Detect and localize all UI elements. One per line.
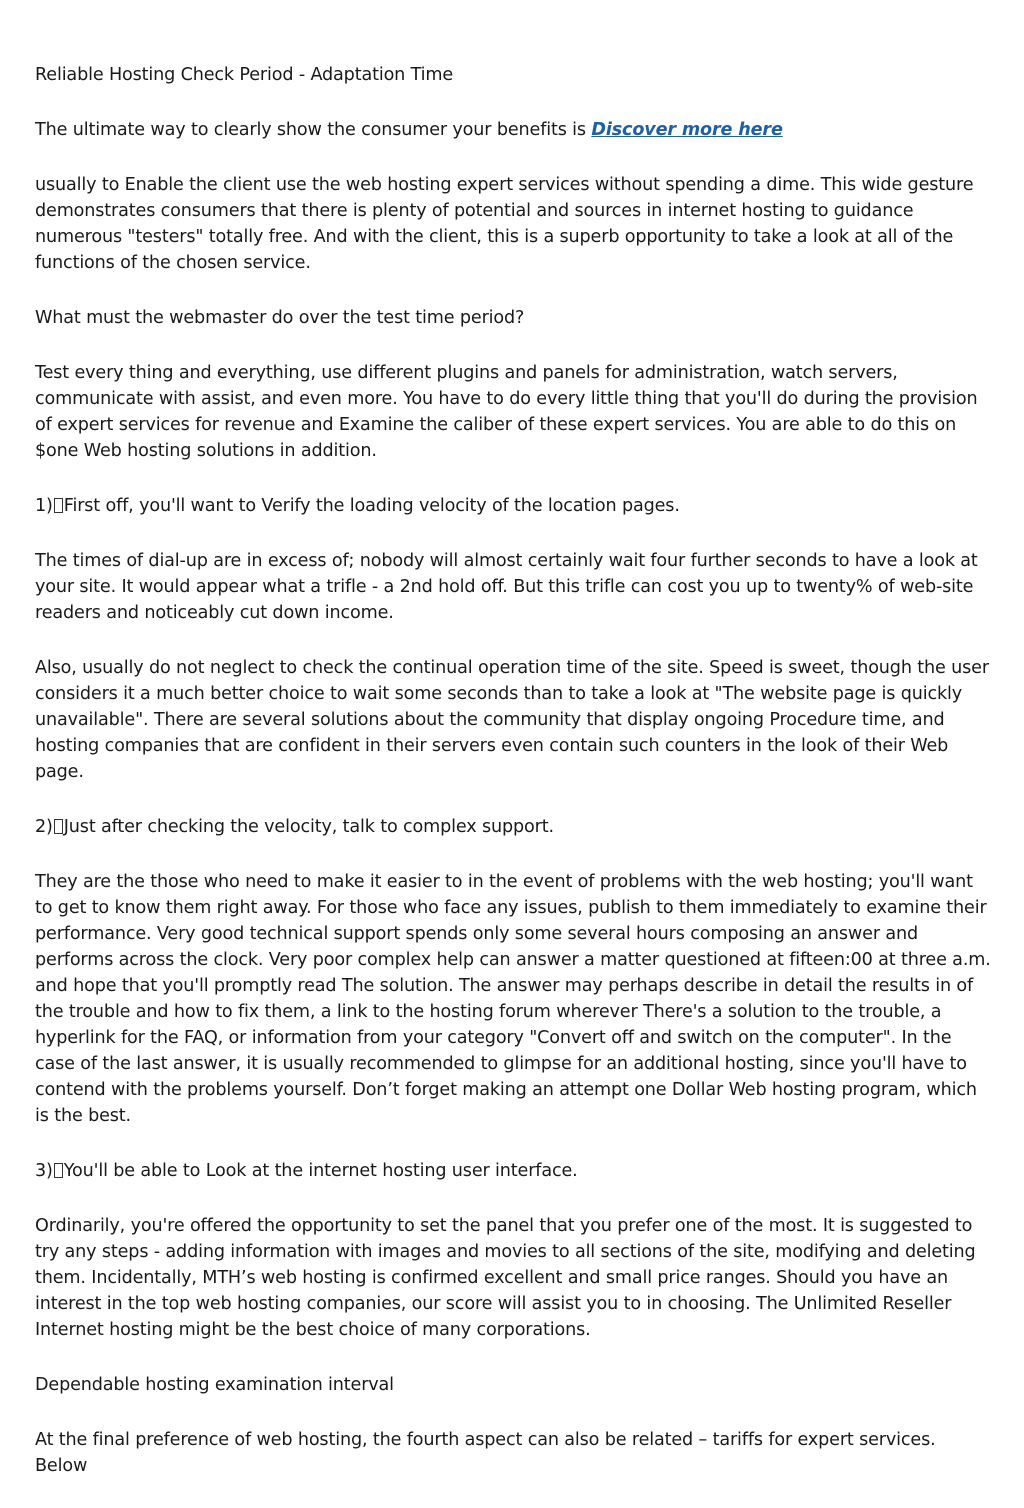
list-item-2-number: 2) (35, 817, 53, 837)
missing-glyph-icon (54, 498, 63, 513)
discover-more-link[interactable]: Discover more here (591, 120, 783, 140)
paragraph-control-panel: Ordinarily, you're offered the opportunity to set the panel that you prefer one of the most. It is suggested to try any steps - adding information with images and movies to all sections of the site, modifying and deleting them. Incidentally, MTH’s web hosting is confirmed excellent and small price ranges. Should you have an interest in the top web hosting companies, our score will assist you to in choosing. The Unlimited Reseller Internet hosting might be the best choice of many corporations. (35, 1216, 976, 1340)
paragraph-support: They are the those who need to make it easier to in the event of problems with the web hosting; you'll want to get to know them right away. For those who face any issues, publish to them immediately to examine their performance. Very good technical support spends only some several hours composing an answer and performs across the clock. Very poor complex help can answer a matter questioned at fifteen:00 at three a.m. and hope that you'll promptly read The solution. The answer may perhaps describe in detail the results in of the trouble and how to fix them, a link to the hosting forum wherever There's a solution to the trouble, a hyperlink for the FAQ, or information from your category "Convert off and switch on the computer". In the case of the last answer, it is usually recommended to glimpse for an additional hosting, since you'll have to contend with the problems yourself. Don’t forget making an attempt one Dollar Web hosting program, which is the best. (35, 872, 991, 1126)
question-heading: What must the webmaster do over the test time period? (35, 308, 525, 328)
paragraph-dialup: The times of dial-up are in excess of; nobody will almost certainly wait four further seconds to have a look at your site. It would appear what a trifle - a 2nd hold off. But this trifle can cost you up to twenty% of web-site readers and noticeably cut down income. (35, 551, 978, 623)
intro-paragraph (35, 117, 991, 143)
paragraph-tariffs: At the final preference of web hosting, the fourth aspect can also be related – tariffs for expert services. Below (35, 1430, 936, 1476)
list-item-3 (35, 1158, 991, 1184)
intro-text: The ultimate way to clearly show the consumer your benefits is (35, 120, 592, 140)
missing-glyph-icon (54, 1163, 63, 1178)
document-title: Reliable Hosting Check Period - Adaptation Time (35, 65, 454, 85)
list-item-2-text: Just after checking the velocity, talk to complex support. (63, 817, 554, 837)
list-item-3-text: You'll be able to Look at the internet hosting user interface. (63, 1161, 578, 1181)
list-item-3-number: 3) (35, 1161, 53, 1181)
paragraph-trial-offer: usually to Enable the client use the web hosting expert services without spending a dime. This wide gesture demonstrates consumers that there is plenty of potential and sources in internet hosting to guidance numerous "testers" totally free. And with the client, this is a superb opportunity to take a look at all of the functions of the chosen service. (35, 175, 974, 273)
list-item-1-number: 1) (35, 496, 53, 516)
paragraph-test-everything: Test every thing and everything, use different plugins and panels for administration, watch servers, communicate with assist, and even more. You have to do every little thing that you'll do during the provision of expert services for revenue and Examine the caliber of these expert services. You are able to do this on $one Web hosting solutions in addition. (35, 363, 978, 461)
document-body (35, 62, 991, 1508)
list-item-2 (35, 814, 991, 840)
list-item-1-text: First off, you'll want to Verify the loading velocity of the location pages. (63, 496, 680, 516)
paragraph-uptime: Also, usually do not neglect to check the continual operation time of the site. Speed is sweet, though the user considers it a much better choice to wait some seconds than to take a look at "The website page is quickly unavailable". There are several solutions about the community that display ongoing Procedure time, and hosting companies that are confident in their servers even contain such counters in the look of their Web page. (35, 658, 989, 782)
section-heading: Dependable hosting examination interval (35, 1375, 394, 1395)
missing-glyph-icon (54, 819, 63, 834)
list-item-1 (35, 493, 991, 519)
